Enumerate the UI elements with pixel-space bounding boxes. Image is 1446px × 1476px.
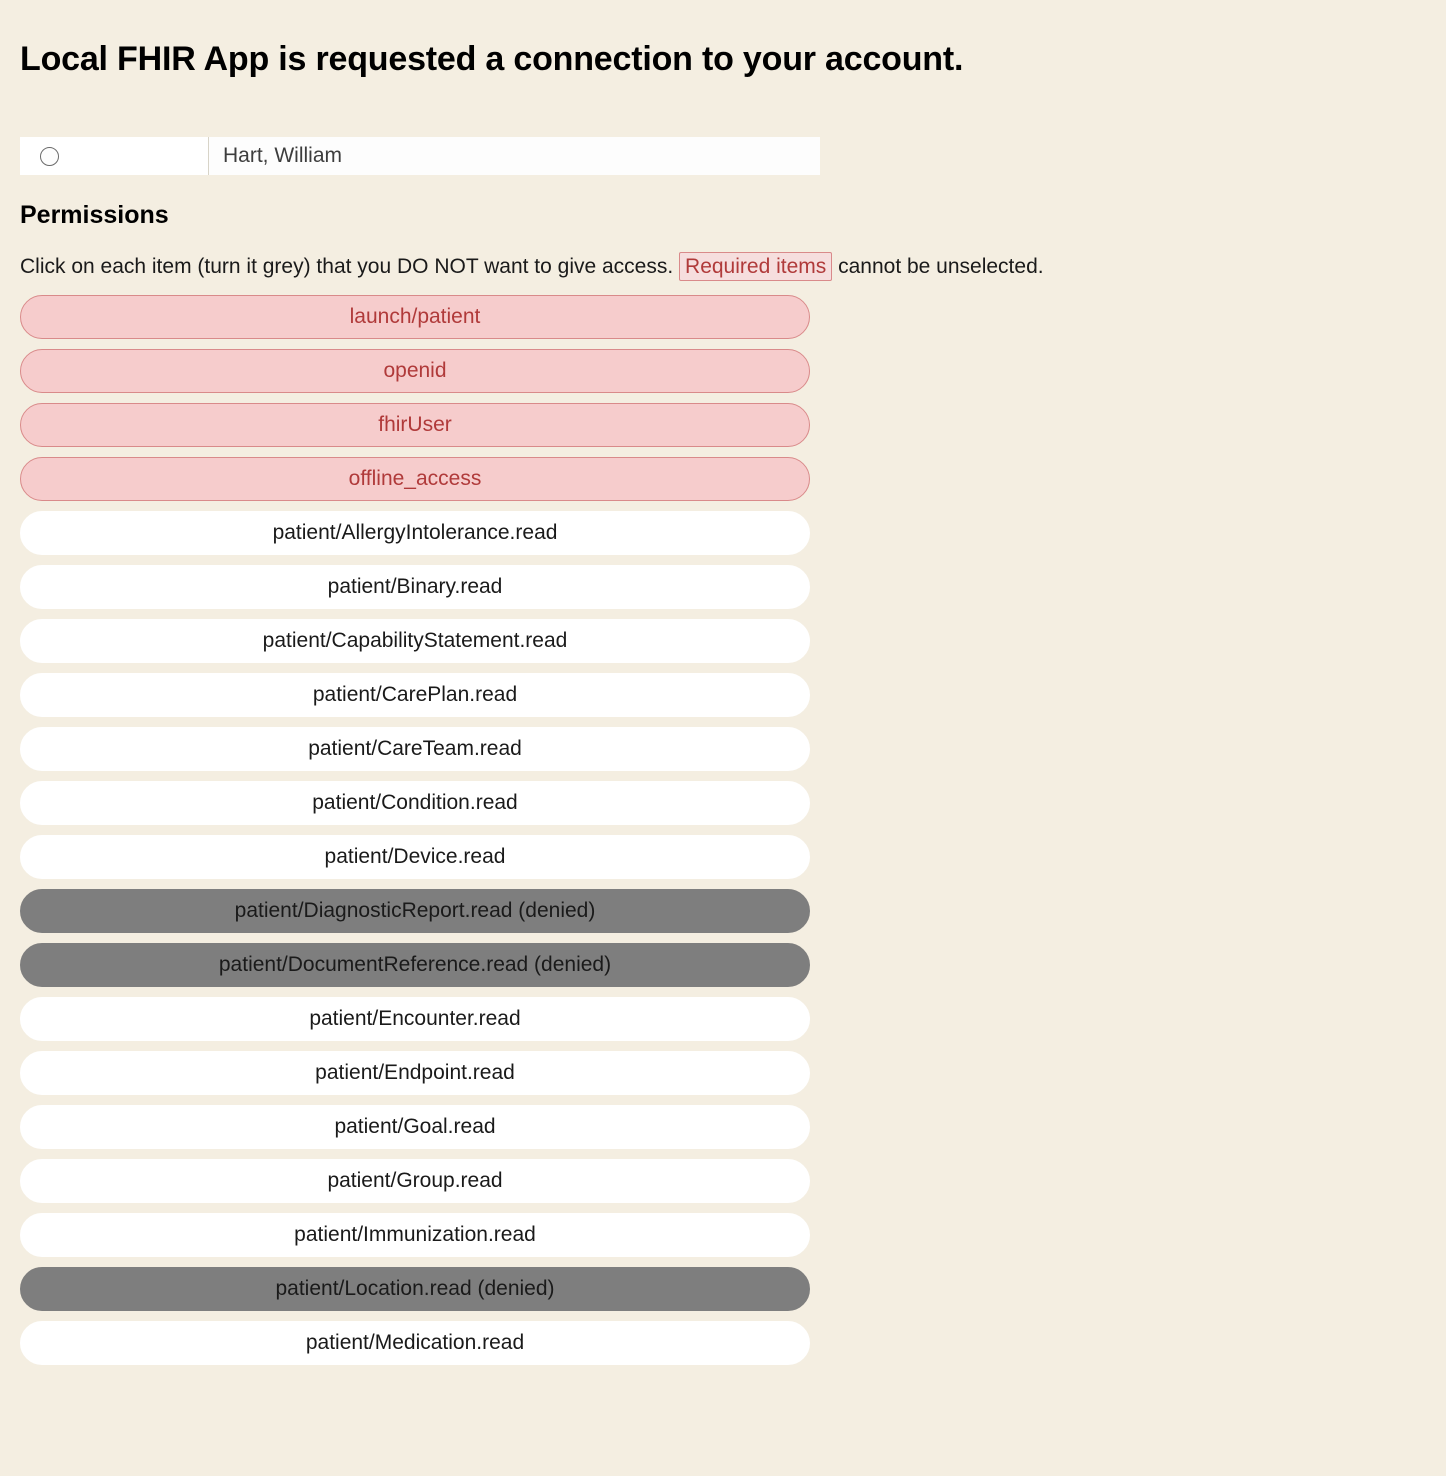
scope-item[interactable]: patient/Medication.read bbox=[20, 1321, 810, 1365]
scope-item[interactable]: patient/Encounter.read bbox=[20, 997, 810, 1041]
scope-item[interactable]: patient/Binary.read bbox=[20, 565, 810, 609]
page-title: Local FHIR App is requested a connection to your account. bbox=[20, 40, 964, 78]
scope-item[interactable]: patient/DocumentReference.read (denied) bbox=[20, 943, 810, 987]
scope-item[interactable]: patient/Location.read (denied) bbox=[20, 1267, 810, 1311]
scope-item: offline_access bbox=[20, 457, 810, 501]
scope-item[interactable]: patient/CapabilityStatement.read bbox=[20, 619, 810, 663]
scope-item[interactable]: patient/DiagnosticReport.read (denied) bbox=[20, 889, 810, 933]
scope-item[interactable]: patient/Group.read bbox=[20, 1159, 810, 1203]
instructions-text-after: cannot be unselected. bbox=[832, 255, 1044, 278]
scope-item: openid bbox=[20, 349, 810, 393]
scope-item[interactable]: patient/Device.read bbox=[20, 835, 810, 879]
patient-name: Hart, William bbox=[208, 137, 820, 175]
scope-item[interactable]: patient/Endpoint.read bbox=[20, 1051, 810, 1095]
patient-radio-cell[interactable] bbox=[20, 137, 208, 175]
scope-item: launch/patient bbox=[20, 295, 810, 339]
patient-radio-button[interactable] bbox=[40, 147, 59, 166]
patient-selection-row[interactable] bbox=[20, 137, 820, 175]
scope-item[interactable]: patient/CareTeam.read bbox=[20, 727, 810, 771]
scope-item[interactable]: patient/AllergyIntolerance.read bbox=[20, 511, 810, 555]
permissions-heading: Permissions bbox=[20, 201, 169, 229]
scope-item[interactable]: patient/CarePlan.read bbox=[20, 673, 810, 717]
scope-item[interactable]: patient/Immunization.read bbox=[20, 1213, 810, 1257]
scope-list bbox=[20, 295, 810, 1365]
scope-item[interactable]: patient/Goal.read bbox=[20, 1105, 810, 1149]
scope-item[interactable]: patient/Condition.read bbox=[20, 781, 810, 825]
scope-item: fhirUser bbox=[20, 403, 810, 447]
instructions-text-before: Click on each item (turn it grey) that you DO NOT want to give access. bbox=[20, 255, 680, 278]
required-items-chip: Required items bbox=[679, 252, 832, 281]
permissions-instructions bbox=[20, 254, 1426, 279]
